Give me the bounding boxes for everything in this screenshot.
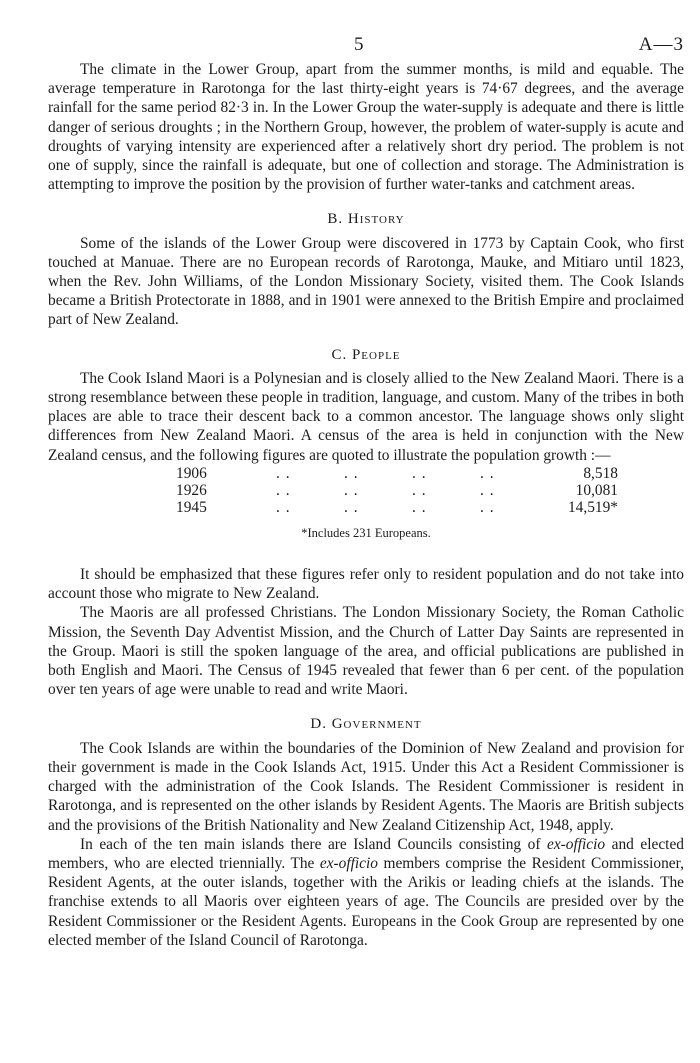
history-paragraph: Some of the islands of the Lower Group were discovered in 1773 by Captain Cook, who first touched at Manuae. There are no European records of Rarotonga, Mauke, and Mitiaro until 1823, when the Rev. John Williams, of the London Missionary Society, visited them. The Cook Islands became a British Protectorate in 1888, and in 1901 were annexed to the British Empire and proclaimed part of New Zealand. xyxy=(48,234,684,329)
people-paragraph-3: The Maoris are all professed Christians. The London Missionary Society, the Roman Catholic Mission, the Seventh Day Adventist Mission, and the Church of Latter Day Saints are represented in the Group. Maori is still the spoken language of the area, and official publications are published in both English and Maori. The Census of 1945 revealed that fewer than 6 per cent. of the population over ten years of age were unable to read and write Maori. xyxy=(48,604,684,699)
leader-dots: . . xyxy=(412,481,427,499)
leader-dots: . . xyxy=(412,498,427,516)
government-paragraph-2-part-b: and elected members, who are elected triennially. The xyxy=(48,835,684,872)
page-number: 5 xyxy=(354,34,364,55)
leader-dots: . . xyxy=(276,481,291,499)
census-value: 10,081 xyxy=(575,481,618,499)
section-heading-people: C. People xyxy=(331,346,401,363)
census-table xyxy=(176,465,618,516)
body-text xyxy=(48,60,684,950)
ex-officio-term: ex-officio xyxy=(547,835,606,853)
document-reference: A—3 xyxy=(638,34,684,55)
census-value: 8,518 xyxy=(583,464,618,482)
census-footnote: *Includes 231 Europeans. xyxy=(301,525,431,540)
census-year: 1945 xyxy=(176,498,207,516)
section-heading-government: D. Government xyxy=(310,716,422,733)
government-paragraph-2-part-c: members comprise the Resident Commissioner, Resident Agents, at the outer islands, together with the Arikis or leading chiefs at the islands. The franchise extends to all Maoris over eighteen years of age. The Councils are presided over by the Resident Commissioner or the Resident Agents. Europeans in the Cook Group are represented by one elected member of the Island Council of Rarotonga. xyxy=(48,854,684,949)
people-paragraph-2: It should be emphasized that these figures refer only to resident population and do not take into account those who migrate to New Zealand. xyxy=(48,566,684,603)
census-year: 1906 xyxy=(176,464,207,482)
leader-dots: . . xyxy=(276,464,291,482)
leader-dots: . . xyxy=(480,481,495,499)
leader-dots: . . xyxy=(276,498,291,516)
ex-officio-term: ex-officio xyxy=(319,854,378,872)
leader-dots: . . xyxy=(412,464,427,482)
leader-dots: . . xyxy=(480,464,495,482)
census-row xyxy=(176,499,618,516)
census-row xyxy=(176,482,618,499)
government-paragraph-2-part-a: In each of the ten main islands there are Island Councils consisting of xyxy=(80,835,547,853)
government-paragraph-2 xyxy=(48,835,684,950)
leader-dots: . . xyxy=(480,498,495,516)
running-head xyxy=(48,0,684,60)
census-year: 1926 xyxy=(176,481,207,499)
census-row xyxy=(176,465,618,482)
people-paragraph-1: The Cook Island Maori is a Polynesian and is closely allied to the New Zealand Maori. There is a strong resemblance between these people in tradition, language, and custom. Many of the tribes in both places are able to trace their descent back to a common ancestor. The language shows only slight differences from New Zealand Maori. A census of the area is held in conjunction with the New Zealand census, and the following figures are quoted to illustrate the population growth :— xyxy=(48,369,684,464)
document-page xyxy=(48,0,684,950)
leader-dots: . . xyxy=(344,481,359,499)
government-paragraph-1: The Cook Islands are within the boundaries of the Dominion of New Zealand and provision for their government is made in the Cook Islands Act, 1915. Under this Act a Resident Commissioner is charged with the administration of the Cook Islands. The Resident Commissioner is resident in Rarotonga, and is represented on the other islands by Resident Agents. The Maoris are British subjects and the provisions of the British Nationality and New Zealand Citizenship Act, 1948, apply. xyxy=(48,739,684,834)
leader-dots: . . xyxy=(344,464,359,482)
section-heading-history: B. History xyxy=(327,211,405,228)
census-value: 14,519* xyxy=(567,498,618,516)
leader-dots: . . xyxy=(344,498,359,516)
climate-paragraph: The climate in the Lower Group, apart from the summer months, is mild and equable. The average temperature in Rarotonga for the last thirty-eight years is 74·67 degrees, and the average rainfall for the same period 82·3 in. In the Lower Group the water-supply is adequate and there is little danger of serious droughts ; in the Northern Group, however, the problem of water-supply is acute and droughts of varying intensity are experienced after a relatively short dry period. The problem is not one of supply, since the rainfall is adequate, but one of collection and storage. The Administration is attempting to improve the position by the provision of further water-tanks and catchment areas. xyxy=(48,61,684,194)
